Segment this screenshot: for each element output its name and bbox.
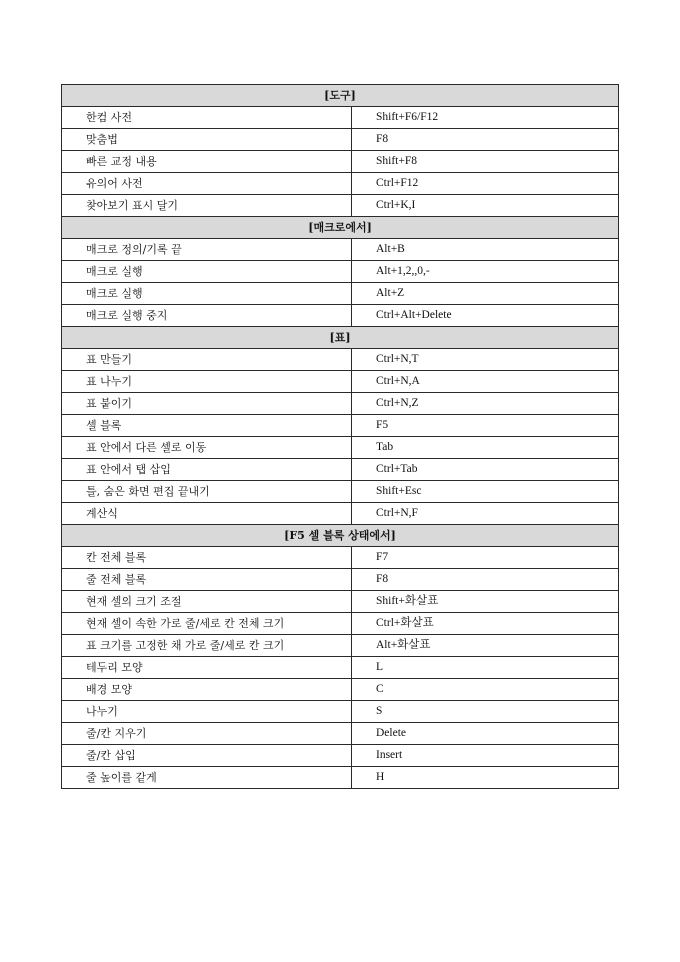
shortcut-keys: Delete — [352, 723, 619, 745]
shortcut-keys: Alt+B — [352, 239, 619, 261]
command-name: 테두리 모양 — [62, 657, 352, 679]
table-row — [62, 767, 619, 789]
table-row — [62, 657, 619, 679]
section-header-row — [62, 525, 619, 547]
shortcut-keys: H — [352, 767, 619, 789]
shortcut-keys: Ctrl+N,T — [352, 349, 619, 371]
command-name: 매크로 실행 — [62, 283, 352, 305]
table-row — [62, 195, 619, 217]
shortcut-keys: Alt+1,2,,0,- — [352, 261, 619, 283]
section-title: [도구] — [62, 85, 619, 107]
table-row — [62, 459, 619, 481]
table-row — [62, 569, 619, 591]
section-title: [표] — [62, 327, 619, 349]
command-name: 표 안에서 탭 삽입 — [62, 459, 352, 481]
shortcut-keys: Alt+Z — [352, 283, 619, 305]
command-name: 유의어 사전 — [62, 173, 352, 195]
shortcut-keys: S — [352, 701, 619, 723]
shortcut-keys: Ctrl+N,A — [352, 371, 619, 393]
shortcut-keys: Shift+F8 — [352, 151, 619, 173]
shortcut-table-body — [62, 85, 619, 789]
command-name: 맞춤법 — [62, 129, 352, 151]
command-name: 줄/칸 삽입 — [62, 745, 352, 767]
section-title: [매크로에서] — [62, 217, 619, 239]
table-row — [62, 547, 619, 569]
command-name: 계산식 — [62, 503, 352, 525]
shortcut-keys: Tab — [352, 437, 619, 459]
shortcut-keys: Alt+화살표 — [352, 635, 619, 657]
section-header-row — [62, 85, 619, 107]
command-name: 표 크기를 고정한 채 가로 줄/세로 칸 크기 — [62, 635, 352, 657]
table-row — [62, 723, 619, 745]
table-row — [62, 151, 619, 173]
table-row — [62, 481, 619, 503]
command-name: 셀 블록 — [62, 415, 352, 437]
shortcut-keys: F7 — [352, 547, 619, 569]
command-name: 표 안에서 다른 셀로 이동 — [62, 437, 352, 459]
shortcut-keys: Ctrl+Alt+Delete — [352, 305, 619, 327]
table-row — [62, 107, 619, 129]
shortcut-keys: L — [352, 657, 619, 679]
table-row — [62, 635, 619, 657]
table-row — [62, 679, 619, 701]
shortcut-keys: Shift+화살표 — [352, 591, 619, 613]
table-row — [62, 371, 619, 393]
shortcut-keys: F8 — [352, 129, 619, 151]
table-row — [62, 349, 619, 371]
command-name: 매크로 실행 — [62, 261, 352, 283]
command-name: 매크로 실행 중지 — [62, 305, 352, 327]
table-row — [62, 305, 619, 327]
table-row — [62, 173, 619, 195]
command-name: 줄 높이를 같게 — [62, 767, 352, 789]
shortcut-keys: F8 — [352, 569, 619, 591]
shortcut-keys: F5 — [352, 415, 619, 437]
section-header-row — [62, 217, 619, 239]
shortcut-keys: Ctrl+Tab — [352, 459, 619, 481]
table-row — [62, 129, 619, 151]
table-row — [62, 415, 619, 437]
command-name: 찾아보기 표시 달기 — [62, 195, 352, 217]
shortcut-keys: Shift+F6/F12 — [352, 107, 619, 129]
command-name: 현재 셀이 속한 가로 줄/세로 칸 전체 크기 — [62, 613, 352, 635]
shortcut-table — [61, 84, 619, 789]
shortcut-keys: Ctrl+K,I — [352, 195, 619, 217]
command-name: 표 붙이기 — [62, 393, 352, 415]
table-row — [62, 701, 619, 723]
table-row — [62, 283, 619, 305]
shortcut-keys: Ctrl+F12 — [352, 173, 619, 195]
shortcut-keys: Insert — [352, 745, 619, 767]
section-header-row — [62, 327, 619, 349]
command-name: 줄/칸 지우기 — [62, 723, 352, 745]
table-row — [62, 503, 619, 525]
table-row — [62, 745, 619, 767]
command-name: 줄 전체 블록 — [62, 569, 352, 591]
table-row — [62, 613, 619, 635]
shortcut-keys: Ctrl+N,Z — [352, 393, 619, 415]
shortcut-keys: Ctrl+화살표 — [352, 613, 619, 635]
table-row — [62, 437, 619, 459]
command-name: 한컴 사전 — [62, 107, 352, 129]
command-name: 틀, 숨은 화면 편집 끝내기 — [62, 481, 352, 503]
command-name: 빠른 교정 내용 — [62, 151, 352, 173]
table-row — [62, 261, 619, 283]
shortcut-keys: C — [352, 679, 619, 701]
section-title: [F5 셀 블록 상태에서] — [62, 525, 619, 547]
command-name: 매크로 정의/기록 끝 — [62, 239, 352, 261]
table-row — [62, 393, 619, 415]
command-name: 현재 셀의 크기 조절 — [62, 591, 352, 613]
shortcut-keys: Shift+Esc — [352, 481, 619, 503]
command-name: 나누기 — [62, 701, 352, 723]
table-row — [62, 591, 619, 613]
command-name: 칸 전체 블록 — [62, 547, 352, 569]
command-name: 배경 모양 — [62, 679, 352, 701]
shortcut-keys: Ctrl+N,F — [352, 503, 619, 525]
table-row — [62, 239, 619, 261]
command-name: 표 만들기 — [62, 349, 352, 371]
command-name: 표 나누기 — [62, 371, 352, 393]
